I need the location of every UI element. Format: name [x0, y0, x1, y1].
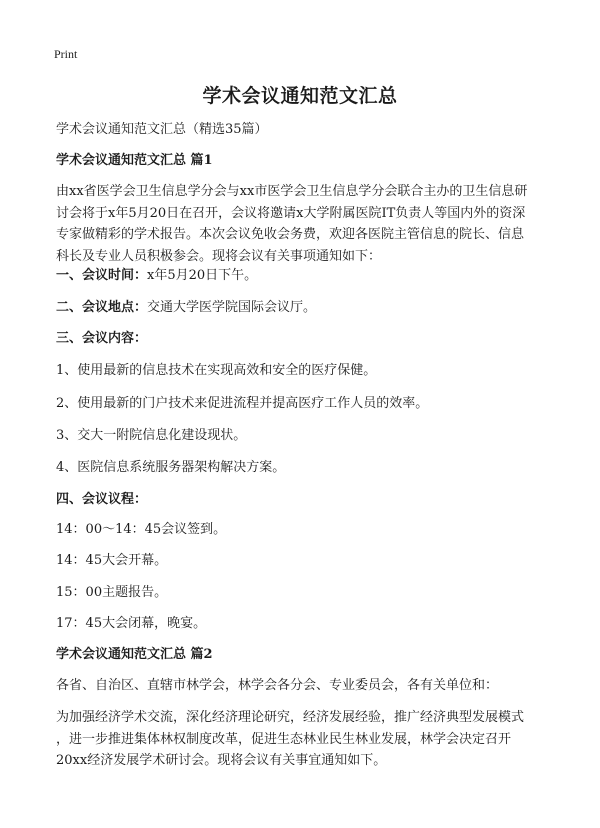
intro-line: 科长及专业人员积极参会。现将会议有关事项通知如下：: [56, 248, 382, 264]
subtitle: 学术会议通知范文汇总（精选35篇）: [56, 122, 268, 137]
article2-heading: 学术会议通知范文汇总 篇2: [56, 647, 213, 662]
content-heading: 三、会议内容：: [56, 331, 148, 346]
intro-line: 讨会将于x年5月20日在召开，会议将邀请x大学附属医院IT负责人等国内外的资深: [56, 205, 526, 221]
print-link[interactable]: Print: [54, 47, 78, 61]
article1-intro: [56, 181, 548, 267]
content-item: 4、医院信息系统服务器架构解决方案。: [56, 460, 286, 475]
intro-line: 由xx省医学会卫生信息学分会与xx市医学会卫生信息学分会联合主办的卫生信息研: [56, 184, 528, 199]
meeting-place-label: 二、会议地点：: [56, 300, 148, 315]
page-title: 学术会议通知范文汇总: [202, 85, 398, 107]
intro-line: 专家做精彩的学术报告。本次会议免收会务费，欢迎各医院主管信息的院长、信息: [56, 227, 525, 242]
meeting-time: [56, 265, 548, 286]
body-line: 为加强经济学术交流，深化经济理论研究，经济发展经验，推广经济典型发展模式: [56, 710, 525, 725]
agenda-heading: 四、会议议程：: [56, 492, 148, 507]
agenda-item: 14：00～14：45会议签到。: [56, 522, 227, 537]
meeting-time-value: x年5月20日下午。: [147, 268, 258, 283]
article1-heading: 学术会议通知范文汇总 篇1: [56, 153, 213, 168]
article2-body: [56, 707, 548, 772]
meeting-place: [56, 297, 548, 318]
agenda-item: 17：45大会闭幕，晚宴。: [56, 616, 207, 631]
content-item: 3、交大一附院信息化建设现状。: [56, 428, 247, 443]
agenda-item: 15：00主题报告。: [56, 585, 168, 600]
content-item: 1、使用最新的信息技术在实现高效和安全的医疗保健。: [56, 363, 377, 378]
content-item: 2、使用最新的门户技术来促进流程并提高医疗工作人员的效率。: [56, 396, 429, 411]
body-line: ，进一步推进集体林权制度改革，促进生态林业民生林业发展，林学会决定召开: [56, 731, 512, 747]
article2-greeting: 各省、自治区、直辖市林学会，林学会各分会、专业委员会，各有关单位和：: [56, 678, 499, 693]
agenda-item: 14：45大会开幕。: [56, 553, 168, 568]
meeting-place-value: 交通大学医学院国际会议厅。: [147, 300, 317, 315]
meeting-time-label: 一、会议时间：: [56, 268, 148, 283]
body-line: 20xx经济发展学术研讨会。现将会议有关事宜通知如下。: [56, 753, 387, 768]
